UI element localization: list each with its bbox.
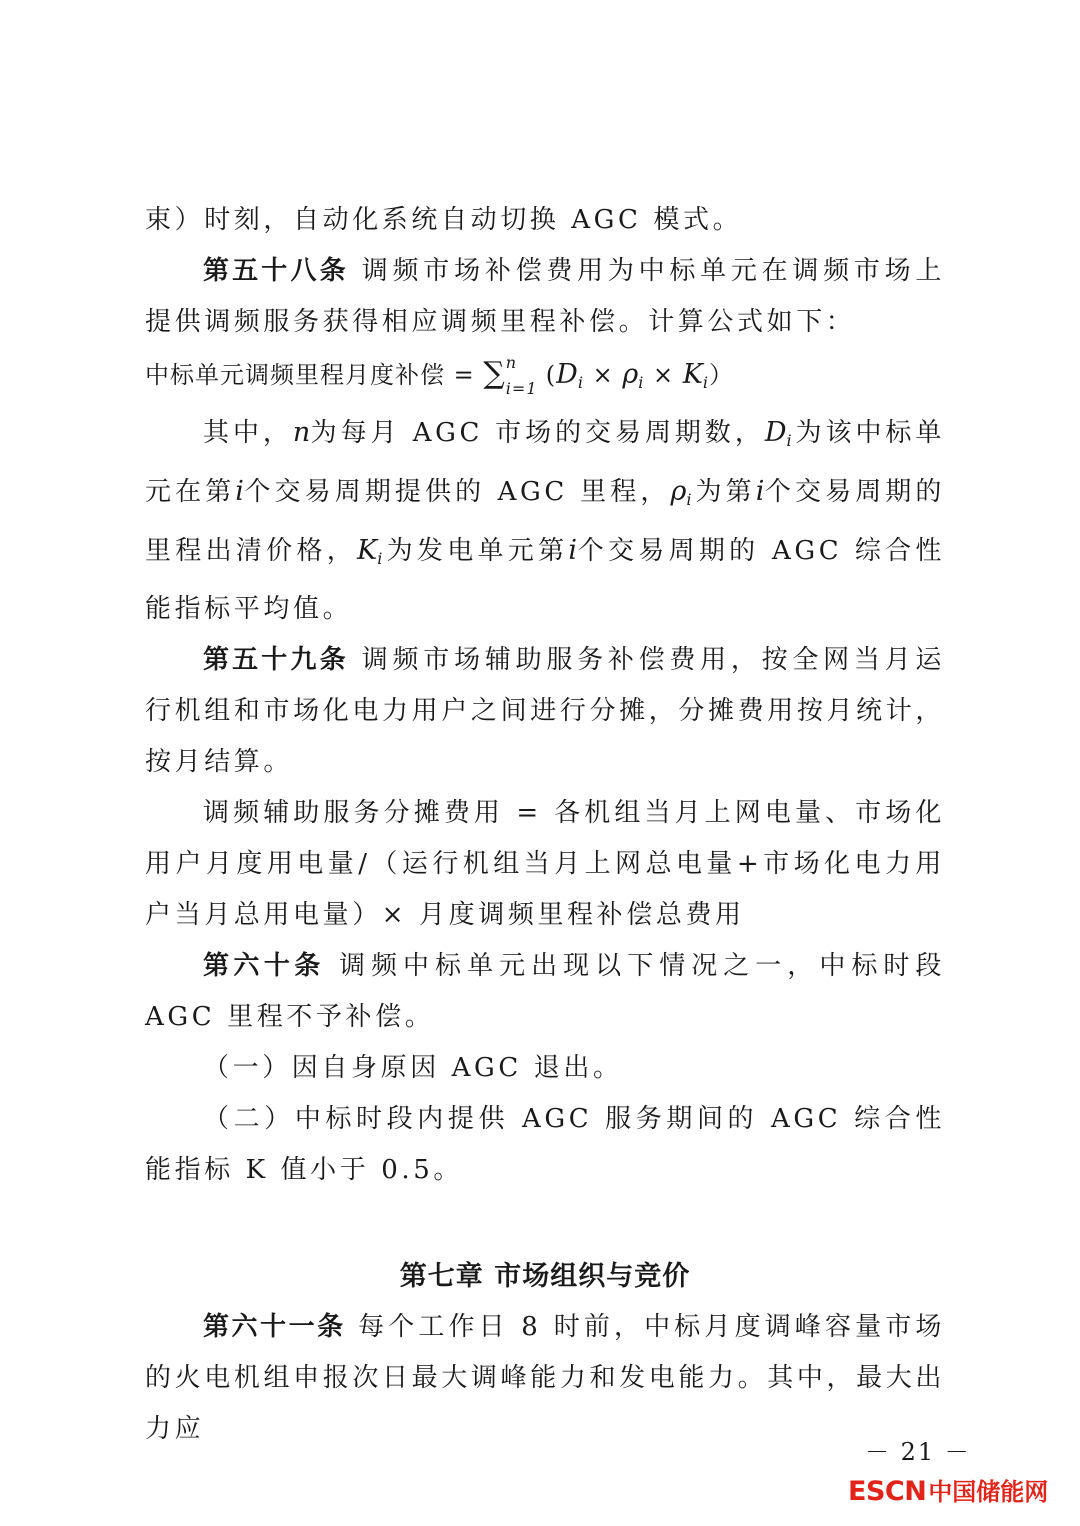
- text-segment: 其中，: [203, 418, 293, 448]
- paragraph-1: 束）时刻，自动化系统自动切换 AGC 模式。: [145, 205, 743, 235]
- text-segment: 为该中标单元在第: [145, 418, 945, 507]
- formula-times-1: ×: [583, 361, 623, 389]
- article-61-title: 第六十一条: [203, 1312, 346, 1342]
- var-rho-sub: i: [686, 490, 696, 509]
- allocation-formula: 调频辅助服务分摊费用 = 各机组当月上网电量、市场化用户月度用电量/（运行机组当月上网总电量+市场化电力用户当月总用电量）× 月度调频里程补偿总费用: [145, 798, 945, 930]
- text-segment: 个交易周期提供的 AGC 里程，: [243, 477, 671, 507]
- article-59-title: 第五十九条: [203, 645, 349, 675]
- formula-upper-limit: n: [505, 353, 518, 372]
- var-i: i: [568, 535, 578, 566]
- logo-chinese: 中国储能网: [928, 1478, 1049, 1506]
- var-n: n: [292, 417, 311, 448]
- article-60-item-2: （二）中标时段内提供 AGC 服务期间的 AGC 综合性能指标 K 值小于 0.5。: [145, 1104, 945, 1185]
- page-body: [145, 195, 945, 1455]
- article-60-item-1: （一）因自身原因 AGC 退出。: [203, 1053, 623, 1083]
- text-segment: 为每月 AGC 市场的交易周期数，: [310, 418, 765, 448]
- article-61-body: 每个工作日 8 时前，中标月度调峰容量市场的火电机组申报次日最大调峰能力和发电能力。其中，最大出力应: [145, 1312, 945, 1444]
- formula-K-sub: i: [702, 373, 709, 392]
- logo-latin: ESCN: [848, 1476, 927, 1507]
- var-D-sub: i: [786, 431, 796, 450]
- chapter-heading: 第七章 市场组织与竞价: [399, 1261, 691, 1292]
- formula-D-sub: i: [577, 373, 584, 392]
- text-segment: 个交易周期的 AGC 综合性能指标平均值。: [145, 536, 946, 624]
- article-59: [145, 635, 945, 788]
- formula-rho-sub: i: [638, 373, 645, 392]
- formula-lower-limit: i=1: [505, 379, 538, 398]
- escn-logo: [848, 1472, 1048, 1506]
- formula-lhs: 中标单元调频里程月度补偿 =: [145, 361, 484, 389]
- var-D: D: [764, 417, 787, 448]
- var-i: i: [235, 476, 244, 507]
- formula-explanation: [145, 407, 945, 635]
- formula-times-2: ×: [644, 361, 683, 389]
- text-segment: 为第: [695, 477, 756, 507]
- article-61: [145, 1302, 945, 1455]
- article-58-title: 第五十八条: [203, 256, 349, 286]
- var-rho: ρ: [670, 476, 687, 507]
- formula-rho: ρ: [622, 359, 639, 390]
- page-number: － 21 －: [865, 1438, 971, 1466]
- var-K-sub: i: [377, 549, 386, 568]
- formula-open-paren: (: [545, 361, 557, 389]
- article-60-title: 第六十条: [203, 951, 325, 981]
- formula-close-paren: ）: [709, 361, 734, 389]
- article-58-body: 调频市场补偿费用为中标单元在调频市场上提供调频服务获得相应调频里程补偿。计算公式如下：: [145, 256, 945, 337]
- formula-sum-symbol: ∑: [483, 356, 506, 391]
- article-60-body: 调频中标单元出现以下情况之一，中标时段 AGC 里程不予补偿。: [145, 951, 945, 1032]
- article-59-body: 调频市场辅助服务补偿费用，按全网当月运行机组和市场化电力用户之间进行分摊，分摊费用按月统计，按月结算。: [145, 645, 945, 777]
- var-K: K: [357, 535, 378, 566]
- text-segment: 为发电单元第: [385, 536, 569, 566]
- compensation-formula: [145, 350, 945, 407]
- article-60: [145, 941, 945, 1043]
- var-i: i: [755, 476, 765, 507]
- formula-K: K: [682, 359, 703, 390]
- text-segment: 个交易周期的里程出清价格，: [145, 477, 945, 566]
- article-58: [145, 246, 945, 348]
- formula-D: D: [556, 359, 578, 390]
- formula-limits: [505, 353, 546, 398]
